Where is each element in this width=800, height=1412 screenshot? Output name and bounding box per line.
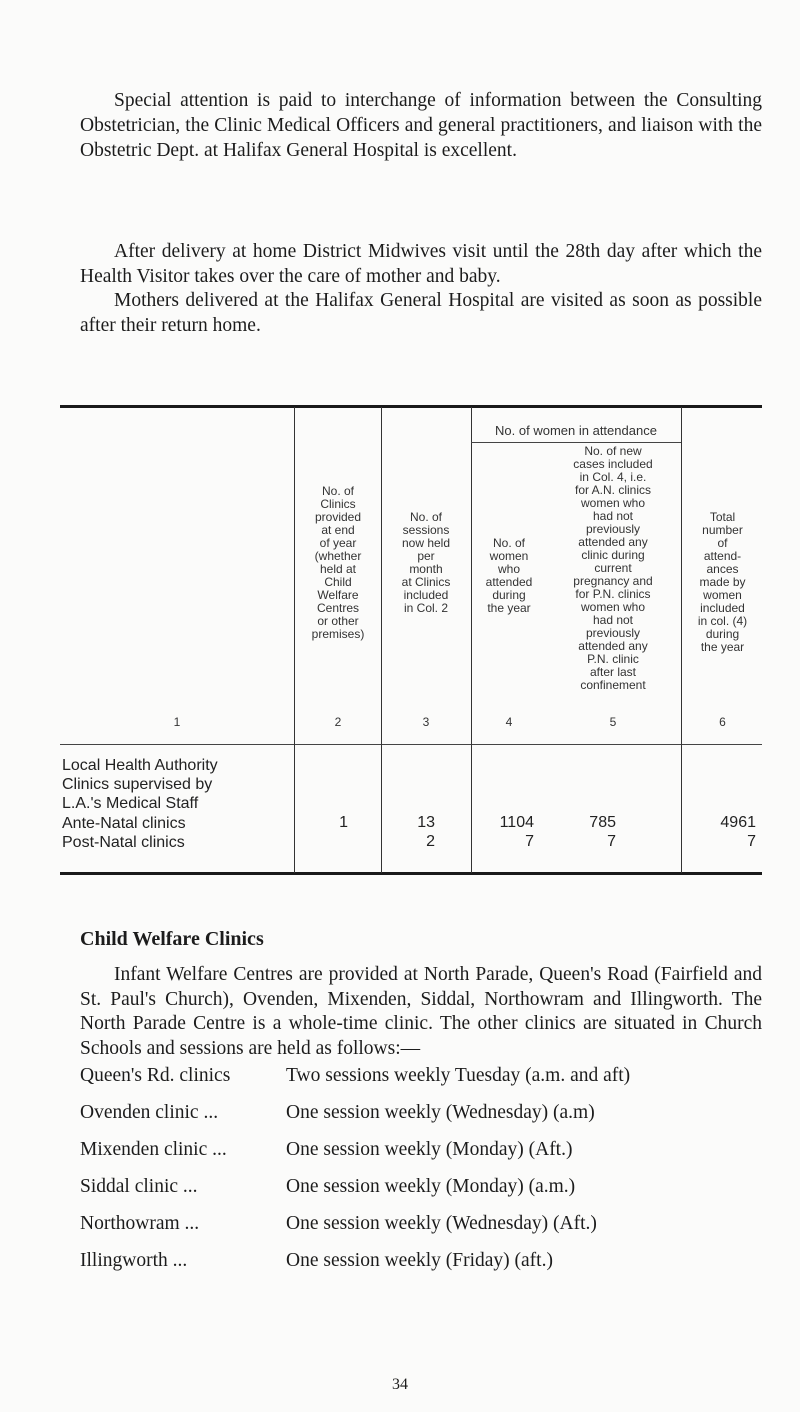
clinic-name: Mixenden clinic ...: [80, 1139, 227, 1160]
clinic-sessions: One session weekly (Monday) (a.m.): [286, 1176, 576, 1197]
list-item: [80, 1065, 770, 1102]
clinic-name: Ovenden clinic ...: [80, 1102, 219, 1123]
col-3-header: No. of sessions now held per month at Clinics included in Col. 2: [401, 510, 451, 615]
cell-new-cases: 7: [607, 833, 616, 850]
section-label-line: L.A.'s Medical Staff: [62, 795, 199, 812]
section-label-line: Clinics supervised by: [62, 776, 213, 793]
cell-attendances: 4961: [720, 814, 756, 831]
attendance-table: [60, 405, 762, 875]
centres-paragraph: Infant Welfare Centres are provided at North Parade, Queen's Road (Fairfield and St. Paul's Church), Ovenden, Mixenden, Siddal, Northowram and Illingworth. The North Parade Centre is a whole-time clinic. The other clinics are situated in Church Schools and sessions are held as follows:—: [80, 964, 762, 1059]
cell-women: 1104: [499, 814, 534, 831]
col-3-number: 3: [422, 715, 430, 729]
cell-clinics: 1: [339, 814, 348, 831]
col-5-header: No. of new cases included in Col. 4, i.e. for A.N. clinics women who had not previously attended any clinic during current pregnancy and for P.N. clinics women who had not previously attended any P.N. clinic after last confinement: [573, 444, 653, 692]
cell-new-cases: 785: [589, 814, 616, 831]
clinic-name: Siddal clinic ...: [80, 1176, 198, 1197]
col-2-header: No. of Clinics provided at end of year (whether held at Child Welfare Centres or other premises): [311, 484, 365, 641]
list-item: [80, 1139, 770, 1176]
intro-paragraph-3: Mothers delivered at the Halifax General Hospital are visited as soon as possible after their return home.: [80, 290, 762, 336]
list-item: [80, 1213, 770, 1250]
clinic-sessions: One session weekly (Friday) (aft.): [286, 1250, 553, 1271]
table-header-rule: [60, 744, 762, 745]
col-4-number: 4: [505, 715, 513, 729]
span-header-women-in-attendance: No. of women in attendance: [495, 423, 657, 438]
section-label-line: Local Health Authority: [62, 757, 218, 774]
column-divider: [381, 407, 382, 873]
col-5-number: 5: [609, 715, 617, 729]
cell-sessions: 13: [417, 814, 435, 831]
col-6-header: Total number of attend- ances made by women included in col. (4) during the year: [697, 510, 748, 654]
column-divider: [294, 407, 295, 873]
col-4-header: No. of women who attended during the year: [485, 536, 533, 615]
intro-paragraph-2: After delivery at home District Midwives visit until the 28th day after which the Health Visitor takes over the care of mother and baby.: [80, 241, 762, 287]
clinic-schedule: [80, 1065, 770, 1287]
table-top-rule: [60, 405, 762, 408]
clinic-name: Queen's Rd. clinics: [80, 1065, 231, 1086]
list-item: [80, 1250, 770, 1287]
intro-paragraph-1: Special attention is paid to interchange of information between the Consulting Obstetrician, the Clinic Medical Officers and general practitioners, and liaison with the Obstetric Dept. at Halifax General Hospital is excellent.: [80, 90, 762, 161]
col-2-number: 2: [334, 715, 342, 729]
clinic-name: Illingworth ...: [80, 1250, 188, 1271]
page-number: 34: [392, 1376, 408, 1393]
cell-sessions: 2: [426, 833, 435, 850]
col-6-number: 6: [719, 715, 726, 729]
column-divider: [471, 407, 472, 873]
table-bottom-rule: [60, 872, 762, 875]
section-heading: Child Welfare Clinics: [80, 928, 264, 950]
span-header-rule: [471, 442, 681, 443]
clinic-sessions: Two sessions weekly Tuesday (a.m. and aft): [286, 1065, 631, 1086]
col-1-number: 1: [173, 715, 181, 729]
list-item: [80, 1176, 770, 1213]
clinic-name: Northowram ...: [80, 1213, 200, 1234]
row-label: Ante-Natal clinics: [62, 815, 186, 832]
clinic-sessions: One session weekly (Wednesday) (a.m): [286, 1102, 595, 1123]
clinic-sessions: One session weekly (Monday) (Aft.): [286, 1139, 573, 1160]
row-label: Post-Natal clinics: [62, 834, 185, 851]
list-item: [80, 1102, 770, 1139]
cell-attendances: 7: [747, 833, 756, 850]
clinic-sessions: One session weekly (Wednesday) (Aft.): [286, 1213, 597, 1234]
cell-women: 7: [525, 833, 534, 850]
column-divider: [681, 407, 682, 873]
